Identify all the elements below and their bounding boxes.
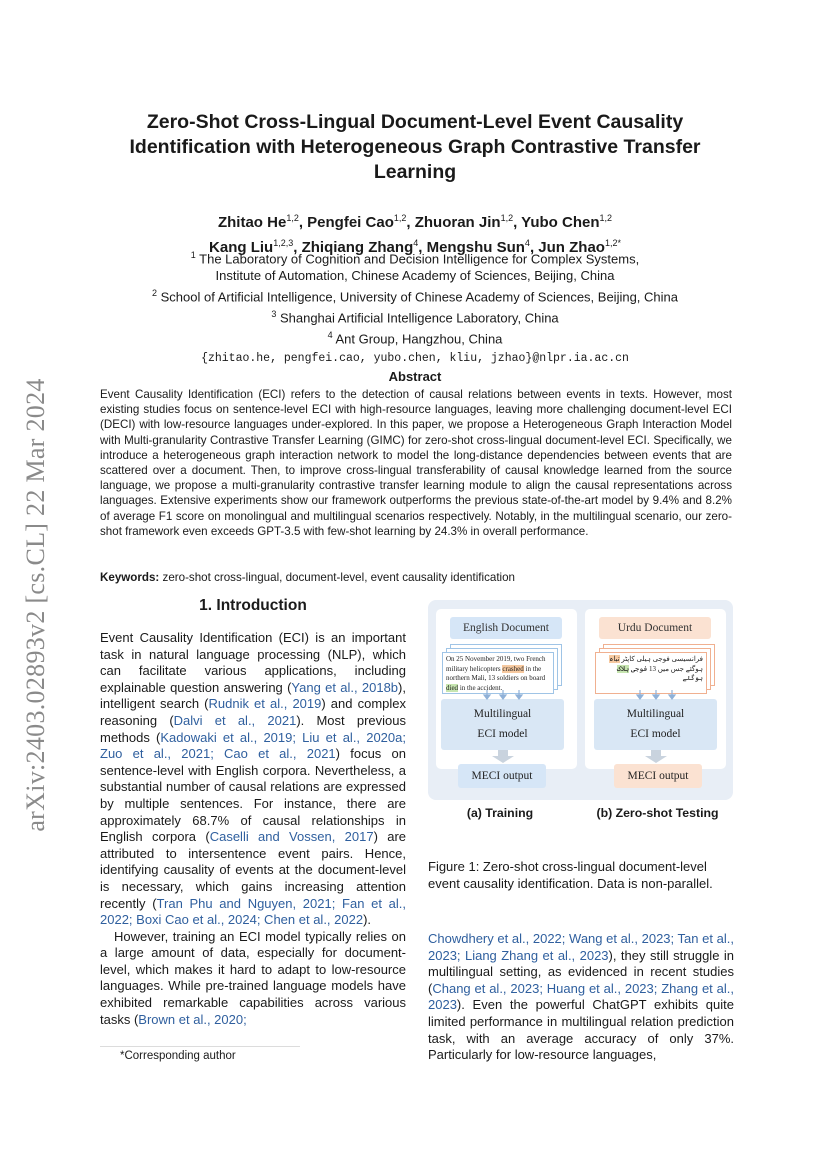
author-name: Pengfei Cao <box>307 214 394 231</box>
model-label-line2: ECI model <box>630 728 681 740</box>
citation-link[interactable]: Caselli and Vossen, 2017 <box>209 829 374 845</box>
abstract-heading: Abstract <box>388 369 442 384</box>
affiliation-marker: 1 <box>190 250 196 260</box>
keywords <box>100 571 740 584</box>
event-urdu-died: ہلاک <box>616 664 630 673</box>
author-affiliation-marker: 1,2 <box>599 213 613 223</box>
footnote-rule <box>100 1046 300 1047</box>
affiliations <box>110 247 720 368</box>
author-name: Yubo Chen <box>521 214 600 231</box>
intro-paragraph-1 <box>100 630 406 929</box>
affiliation-2: $^2$ School of Artificial Intelligence, University of Chinese Academy of Sciences, Beijing, China <box>152 287 678 305</box>
urdu-document-box: Urdu Document <box>599 617 711 639</box>
citation-link[interactable]: Brown et al., 2020; <box>138 1011 247 1027</box>
affiliation-4: $^4$ Ant Group, Hangzhou, China <box>327 330 503 347</box>
citation-link[interactable]: Chang et al., 2023; Huang et al., 2023; Zhang et al., 2023 <box>428 980 734 1013</box>
model-label-line1: Multilingual <box>626 708 685 720</box>
author-affiliation-marker: 1,2* <box>604 238 621 248</box>
model-label-line2: ECI model <box>477 728 528 740</box>
author-name: Mengshu Sun <box>426 239 525 256</box>
figure-label-zero-shot-testing: (b) Zero-shot Testing <box>596 806 719 820</box>
intro-right-column <box>428 931 734 1064</box>
snippet-text: ہوگئے <box>682 674 703 682</box>
meci-output-test: MECI output <box>614 764 702 788</box>
body-text: ). <box>363 912 372 928</box>
affiliation-marker: 4 <box>327 330 333 341</box>
body-text: ). Even the powerful ChatGPT exhibits quite limited performance in multilingual relation prediction task, with an average accuracy of only 37%. Particularly for low-resource languages, <box>428 997 734 1063</box>
figure-caption: Figure 1: Zero-shot cross-lingual document-level event causality identification. Data is non-parallel. <box>428 859 713 891</box>
keywords-label: Keywords: <box>100 571 160 584</box>
body-text: ), they still struggle in multilingual setting, as evidenced in recent studies ( <box>428 947 734 996</box>
arxiv-identifier: arXiv:2403.02893v2 [cs.CL] 22 Mar 2024 <box>21 378 50 832</box>
arrows-layer <box>428 600 733 800</box>
author-name: Zhitao He <box>217 214 287 231</box>
figure-label-training: (a) Training <box>466 806 534 820</box>
authors-line-2: Kang Liu$^{1,2,3}$, Zhiqiang Zhang$^4$, Mengshu Sun$^4$, Jun Zhao$^{1,2*}$ <box>209 238 621 256</box>
keywords-text: zero-shot cross-lingual, document-level, event causality identification <box>162 571 516 584</box>
down-arrow-right <box>645 750 667 763</box>
event-died: died <box>446 683 459 692</box>
body-text: Event Causality Identification (ECI) is an important task in natural language processing (NLP), which can facilitate various applications, including explainable question answering ( <box>100 630 406 695</box>
citation-link[interactable]: Dalvi et al., 2021 <box>173 712 297 728</box>
snippet-text: military helicopters <box>446 664 503 673</box>
author-affiliation-marker: 4 <box>524 238 530 248</box>
abstract-text: Event Causality Identification (ECI) refers to the detection of causal relations between events in texts. However, most existing studies focus on sentence-level ECI with high-resource languages, leaving more challenging document-level ECI (DECI) with low-resource languages under-explored. In this paper, we propose a Heterogeneous Graph Interaction Model with Multi-granularity Contrastive Transfer Learning (GIMC) for zero-shot cross-lingual document-level ECI. Specifically, we introduce a heterogeneous graph interaction network to model the long-distance dependencies between events that are scattered over a document. Then, to improve cross-lingual transferability of causal knowledge learned from the source language, we propose a multi-granularity contrastive transfer learning module to align the causal representations across languages. Extensive experiments show our framework outperforms the previous state-of-the-art model by 9.4% and 8.2% of average F1 score on monolingual and multilingual scenarios respectively. Notably, in the multilingual scenario, our zero-shot framework even exceeds GPT-3.5 with few-shot learning by 24.3% in overall performance. <box>100 388 732 538</box>
author-name: Zhiqiang Zhang <box>301 239 414 256</box>
citation-link[interactable]: Rudnik et al., 2019 <box>208 696 322 712</box>
snippet-text: فرانسیسی فوجی ہیلی کاپٹر <box>619 655 703 663</box>
snippet-text: On 25 November 2019, two French <box>446 655 546 663</box>
snippet-text: ہوگئے جس میں <box>656 664 703 673</box>
affiliation-marker: 3 <box>271 309 277 320</box>
figure-1 <box>428 600 733 800</box>
author-affiliation-marker: 1,2,3 <box>273 238 294 248</box>
footnote-corresponding-author: *Corresponding author <box>120 1050 236 1062</box>
author-affiliation-marker: 1,2 <box>500 213 514 223</box>
model-label-line1: Multilingual <box>473 708 532 720</box>
body-text: ). Most previous methods ( <box>100 712 406 745</box>
author-name: Zhuoran Jin <box>414 214 501 231</box>
section-heading-introduction: 1. Introduction <box>199 597 307 614</box>
snippet-text: in the <box>523 664 542 673</box>
author-emails: {zhitao.he, pengfei.cao, yubo.chen, kliu, jzhao}@nlpr.ia.ac.cn <box>201 352 629 366</box>
body-text: ) are attributed to intersentence event pairs. Hence, identifying causality of events at the document-level is necessary, which gains increasing attention recently ( <box>100 829 407 911</box>
snippet-text: 13 فوجی <box>629 664 657 673</box>
intro-paragraph-2 <box>100 929 406 1029</box>
snippet-text: in the accident. <box>458 683 503 692</box>
paper-title: Zero-Shot Cross-Lingual Document-Level Event Causality Identification with Heterogeneous Graph Contrastive Transfer Learning <box>129 111 701 183</box>
affiliation-1b: Institute of Automation, Chinese Academy of Sciences, Beijing, China <box>215 268 615 284</box>
authors-line-1: Zhitao He$^{1,2}$, Pengfei Cao$^{1,2}$, Zhuoran Jin$^{1,2}$, Yubo Chen$^{1,2}$ <box>217 213 613 231</box>
intro-left-column <box>100 630 406 1028</box>
affiliation-3: $^3$ Shanghai Artificial Intelligence Laboratory, China <box>271 309 559 326</box>
citation-link[interactable]: Yang et al., 2018b <box>291 679 399 695</box>
author-name: Kang Liu <box>209 239 274 256</box>
meci-output-train: MECI output <box>458 764 546 788</box>
author-name: Jun Zhao <box>538 239 605 256</box>
small-arrows-right <box>637 690 675 699</box>
citation-link[interactable]: Tran Phu and Nguyen, 2021; Fan et al., 2022; Boxi Cao et al., 2024; Chen et al., 2022 <box>100 895 406 928</box>
citation-link[interactable]: Kadowaki et al., 2019; Liu et al., 2020a; Zuo et al., 2021; Cao et al., 2021 <box>100 729 406 762</box>
event-crashed: crashed <box>502 664 524 673</box>
body-text: ) and complex reasoning ( <box>100 696 407 728</box>
snippet-text: northern Mali, 13 soldiers on board <box>446 674 546 682</box>
author-affiliation-marker: 1,2 <box>286 213 299 223</box>
body-text: ), intelligent search ( <box>100 679 406 712</box>
event-urdu-crash: تباہ <box>609 655 620 663</box>
arxiv-sidebar <box>22 360 50 850</box>
author-affiliation-marker: 4 <box>413 238 419 248</box>
affiliation-1a: $^1$ The Laboratory of Cognition and Decision Intelligence for Complex Systems, <box>190 250 640 267</box>
down-arrow-left <box>492 750 514 763</box>
affiliation-marker: 2 <box>152 287 158 298</box>
body-text: However, training an ECI model typically relies on a large amount of data, especially for document-level, which makes it hard to adapt to low-resource languages. While pre-trained language models have exhibited remarkable capabilities across various tasks ( <box>100 928 406 1027</box>
body-text: ) focus on sentence-level with English corpora. Nevertheless, a substantial number of causal relations are expressed by multiple sentences. For instance, there are approximately 68.7% of causal relationships in English corpora ( <box>100 746 406 845</box>
small-arrows-left <box>484 690 522 699</box>
author-affiliation-marker: 1,2 <box>393 213 407 223</box>
citation-link[interactable]: Chowdhery et al., 2022; Wang et al., 2023; Tan et al., 2023; Liang Zhang et al., 2023 <box>428 931 734 963</box>
english-document-box: English Document <box>450 617 562 639</box>
